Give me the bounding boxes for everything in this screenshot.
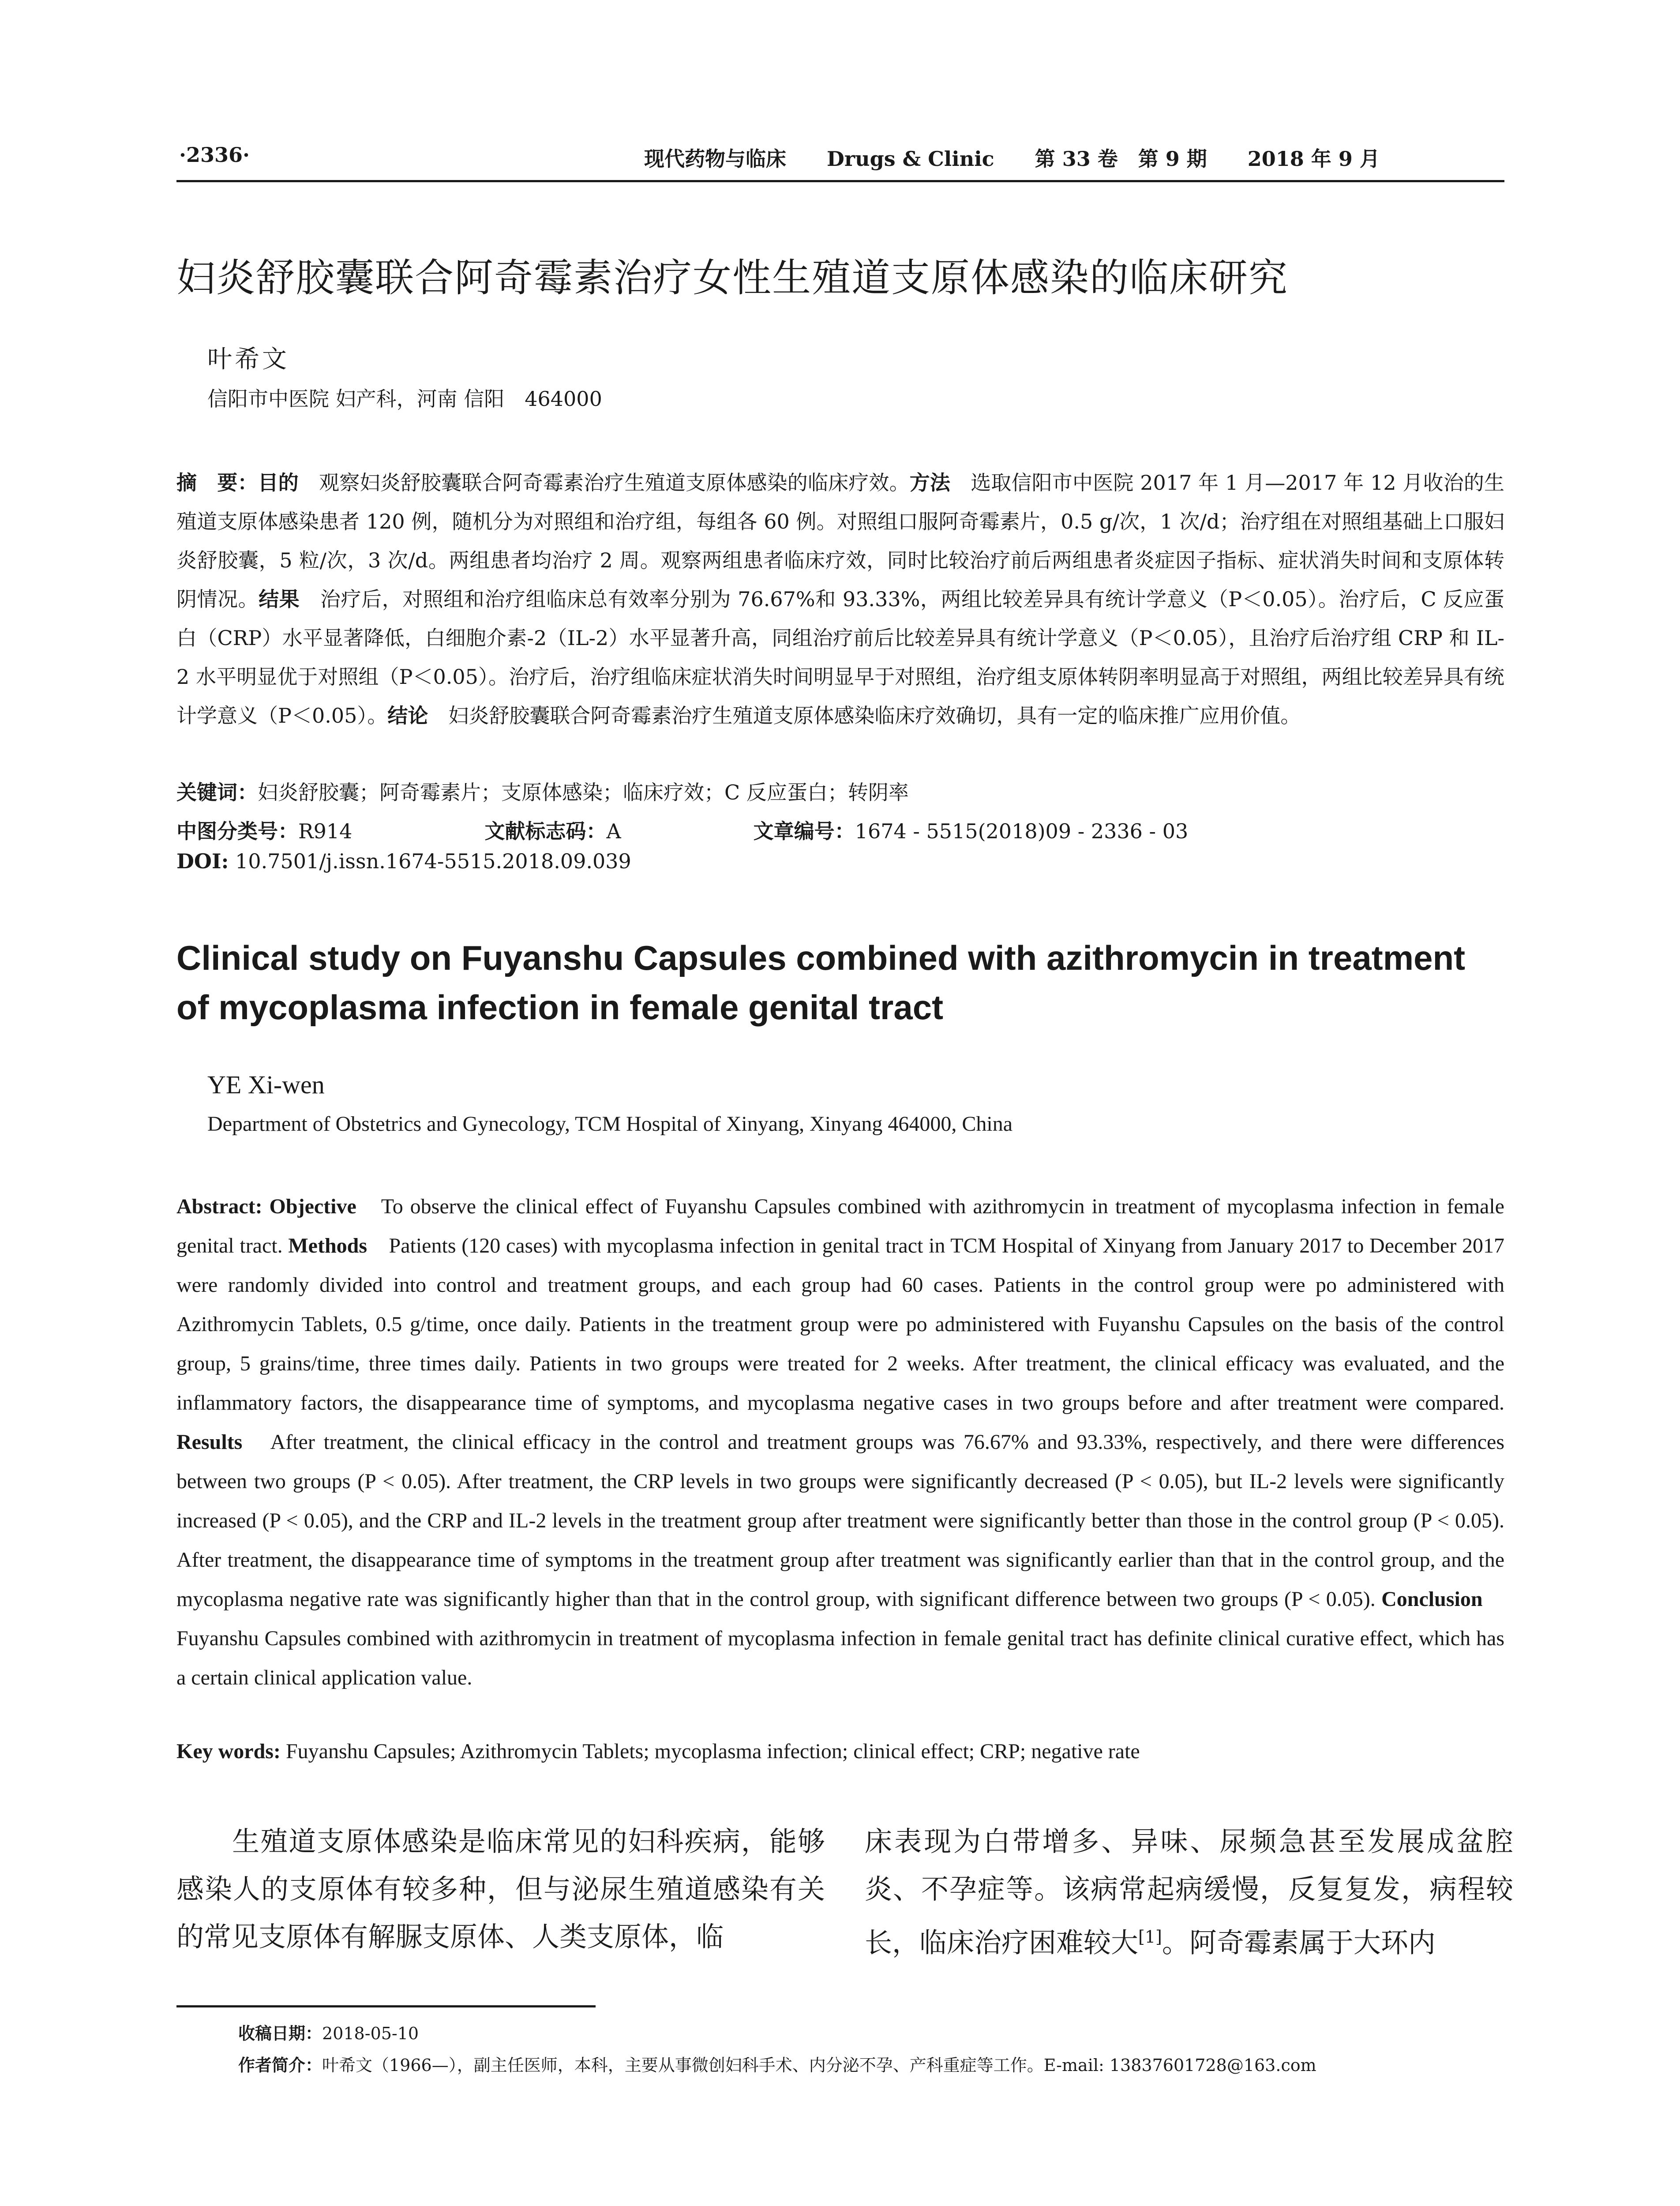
doi-line (176, 849, 631, 873)
conclusion-label-cn: 结论 (387, 704, 428, 728)
objective-text-cn: 观察妇炎舒胶囊联合阿奇霉素治疗生殖道支原体感染的临床疗效。 (298, 471, 910, 495)
methods-text-en: Patients (120 cases) with mycoplasma infection in genital tract in TCM Hospital of Xinyang from January 2017 to December 2017 were randomly divided into control and treatment groups, and each group had 60 cases. Patients in the control group were po administered with Azithromycin Tablets, 0.5 g/time, once daily. Patients in the treatment group were po administered with Fuyanshu Capsules on the basis of the control group, 5 grains/time, three times daily. Patients in two groups were treated for 2 weeks. After treatment, the clinical efficacy was evaluated, and the inflammatory factors, the disappearance time of symptoms, and mycoplasma negative cases in two groups before and after treatment were compared. (176, 1234, 1504, 1414)
reference-marker[interactable]: [1] (1138, 1927, 1162, 1947)
body-column-left (176, 1818, 825, 1961)
results-text-cn: 治疗后，对照组和治疗组临床总有效率分别为 76.67%和 93.33%，两组比较差异具有统计学意义（P＜0.05）。治疗后，C 反应蛋白（CRP）水平显著降低，白细胞介素-2（IL-2）水平显著升高，同组治疗前后比较差异具有统计学意义（P＜0.05），且治疗后治疗组 CRP 和 IL-2 水平明显优于对照组（P＜0.05）。治疗后，治疗组临床症状消失时间明显早于对照组，治疗组支原体转阴率明显高于对照组，两组比较差异具有统计学意义（P＜0.05）。 (176, 587, 1505, 728)
author-cn: 叶希文 (207, 345, 289, 374)
results-label-en: Results (176, 1430, 243, 1454)
methods-label-en: Methods (288, 1234, 368, 1257)
keywords-en (176, 1732, 1504, 1771)
abstract-label-en: Abstract: Objective (176, 1195, 356, 1218)
objective-label-cn: 目的 (258, 471, 299, 495)
article-title-cn: 妇炎舒胶囊联合阿奇霉素治疗女性生殖道支原体感染的临床研究 (176, 255, 1289, 300)
keywords-text-cn: 妇炎舒胶囊；阿奇霉素片；支原体感染；临床疗效；C 反应蛋白；转阴率 (258, 780, 909, 804)
footnote-divider (176, 2005, 596, 2007)
doi-value[interactable]: 10.7501/j.issn.1674-5515.2018.09.039 (229, 849, 631, 873)
doi-label: DOI: (176, 849, 229, 873)
methods-text-cn: 选取信阳市中医院 2017 年 1 月—2017 年 12 月收治的生殖道支原体感染患者 120 例，随机分为对照组和治疗组，每组各 60 例。对照组口服阿奇霉素片，0.5 g/次，1 次/d；治疗组在对照组基础上口服妇炎舒胶囊，5 粒/次，3 次/d。两组患者均治疗 2 周。观察两组患者临床疗效，同时比较治疗前后两组患者炎症因子指标、症状消失时间和支原体转阴情况。 (176, 471, 1505, 611)
bio-label: 作者简介： (238, 2056, 322, 2075)
page-number: ·2336· (179, 143, 250, 167)
doc-code-value: A (606, 819, 621, 843)
conclusion-text-en: Fuyanshu Capsules combined with azithromycin in treatment of mycoplasma infection in female genital tract has definite clinical curative effect, which has a certain clinical application value. (176, 1587, 1504, 1689)
keywords-cn (176, 773, 1504, 812)
article-title-en: Clinical study on Fuyanshu Capsules combined with azithromycin in treatment of mycoplasma infection in female genital tract (176, 938, 1466, 1027)
doc-code-label: 文献标志码： (484, 819, 607, 843)
results-label-cn: 结果 (259, 587, 300, 611)
body-text-right-a: 床表现为白带增多、异味、尿频急甚至发展成盆腔炎、不孕症等。该病常起病缓慢，反复复发，病程较长，临床治疗困难较大 (865, 1825, 1513, 1959)
abstract-cn (176, 463, 1504, 735)
keywords-label-cn: 关键词： (176, 780, 258, 804)
footnote-received (238, 2020, 419, 2044)
body-text-left: 生殖道支原体感染是临床常见的妇科疾病，能够感染人的支原体有较多种，但与泌尿生殖道感染有关的常见支原体有解脲支原体、人类支原体，临 (176, 1825, 825, 1953)
keywords-label-en: Key words: (176, 1740, 281, 1763)
body-text-right-b: 。阿奇霉素属于大环内 (1162, 1926, 1436, 1959)
clc-value: R914 (298, 819, 352, 843)
received-date: 2018-05-10 (322, 2024, 419, 2043)
author-en: YE Xi-wen (207, 1070, 325, 1099)
results-text-en: After treatment, the clinical efficacy in the control and treatment groups was 76.67% and 93.33%, respectively, and there were differences between two groups (P < 0.05). After treatment, the CRP levels in two groups were significantly decreased (P < 0.05), but IL-2 levels were significantly increased (P < 0.05), and the CRP and IL-2 levels in the treatment group after treatment were significantly better than those in the control group (P < 0.05). After treatment, the disappearance time of symptoms in the treatment group after treatment was significantly earlier than that in the control group, and the mycoplasma negative rate was significantly higher than that in the control group, with significant difference between two groups (P < 0.05). (176, 1430, 1504, 1611)
objective-text-en: To observe the clinical effect of Fuyanshu Capsules combined with azithromycin in treatment of mycoplasma infection in female genital tract. (176, 1195, 1504, 1257)
received-label: 收稿日期： (238, 2024, 322, 2043)
article-no-label: 文章编号： (753, 819, 855, 843)
affiliation-en: Department of Obstetrics and Gynecology, TCM Hospital of Xinyang, Xinyang 464000, China (207, 1112, 1013, 1136)
conclusion-text-cn: 妇炎舒胶囊联合阿奇霉素治疗生殖道支原体感染临床疗效确切，具有一定的临床推广应用价值。 (428, 704, 1301, 728)
clc-label: 中图分类号： (176, 819, 298, 843)
journal-info: 现代药物与临床 Drugs & Clinic 第 33 卷 第 9 期 2018 年 9 月 (644, 147, 1380, 171)
body-column-right (865, 1818, 1513, 1967)
running-header (176, 140, 1504, 182)
article-no-value: 1674 - 5515(2018)09 - 2336 - 03 (855, 819, 1189, 843)
keywords-text-en: Fuyanshu Capsules; Azithromycin Tablets; mycoplasma infection; clinical effect; CRP; negative rate (280, 1740, 1140, 1763)
footnote-author-bio (238, 2052, 1316, 2076)
abstract-en (176, 1187, 1504, 1697)
abstract-label-cn: 摘 要： (176, 471, 258, 495)
bio-text: 叶希文（1966—），副主任医师，本科，主要从事微创妇科手术、内分泌不孕、产科重症等工作。E-mail: 13837601728@163.com (322, 2056, 1316, 2075)
affiliation-cn: 信阳市中医院 妇产科，河南 信阳 464000 (207, 387, 602, 411)
classification-line (176, 812, 1504, 851)
conclusion-label-en: Conclusion (1381, 1587, 1483, 1611)
methods-label-cn: 方法 (909, 471, 951, 495)
